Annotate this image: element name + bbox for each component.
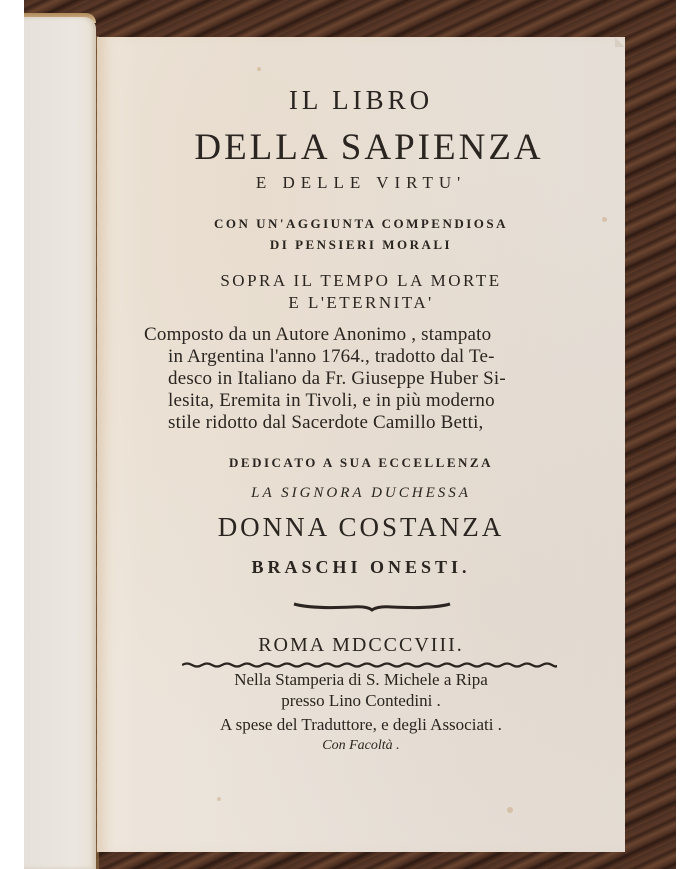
title-page: [97, 37, 625, 852]
printer-line-2: presso Lino Contedini .: [281, 691, 441, 710]
foxing-spot: [507, 807, 513, 813]
dedication-line: DEDICATO A SUA ECCELLENZA: [229, 455, 493, 470]
title-line-1: IL LIBRO: [288, 85, 434, 115]
title-line-2: DELLA SAPIENZA: [194, 127, 544, 168]
subtitle-line-4: E L'ETERNITA': [288, 293, 434, 312]
wavy-rule-icon: [182, 661, 557, 669]
dedicatee-surname: BRASCHI ONESTI.: [251, 557, 471, 577]
license-line: Con Facoltà .: [322, 738, 400, 753]
foxing-spot: [217, 797, 221, 801]
book-photograph: [24, 0, 676, 869]
ornament-divider-icon: [292, 599, 452, 613]
foxing-spot: [257, 67, 261, 71]
dedicatee-name: DONNA COSTANZA: [217, 512, 505, 542]
body-line: Composto da un Autore Anonimo , stampato: [144, 324, 492, 345]
subtitle-line-3: SOPRA IL TEMPO LA MORTE: [220, 271, 502, 290]
subtitle-line-2: DI PENSIERI MORALI: [269, 237, 453, 252]
imprint-place-date: ROMA MDCCCVIII.: [258, 634, 464, 656]
expense-line: A spese del Traduttore, e degli Associati .: [220, 715, 502, 734]
body-line: desco in Italiano da Fr. Giuseppe Huber Si-: [168, 368, 506, 389]
page-corner-fold: [615, 37, 625, 47]
body-line: stile ridotto dal Sacerdote Camillo Betti,: [168, 412, 484, 433]
body-line: lesita, Eremita in Tivoli, e in più moderno: [168, 390, 495, 411]
dedicatee-title: LA SIGNORA DUCHESSA: [251, 485, 471, 501]
printer-line-1: Nella Stamperia di S. Michele a Ripa: [234, 670, 488, 689]
subtitle-line-1: CON UN'AGGIUNTA COMPENDIOSA: [213, 216, 509, 231]
title-line-3: E DELLE VIRTU': [255, 173, 467, 192]
body-line: in Argentina l'anno 1764., tradotto dal Te-: [168, 346, 495, 367]
left-page: [24, 17, 96, 869]
